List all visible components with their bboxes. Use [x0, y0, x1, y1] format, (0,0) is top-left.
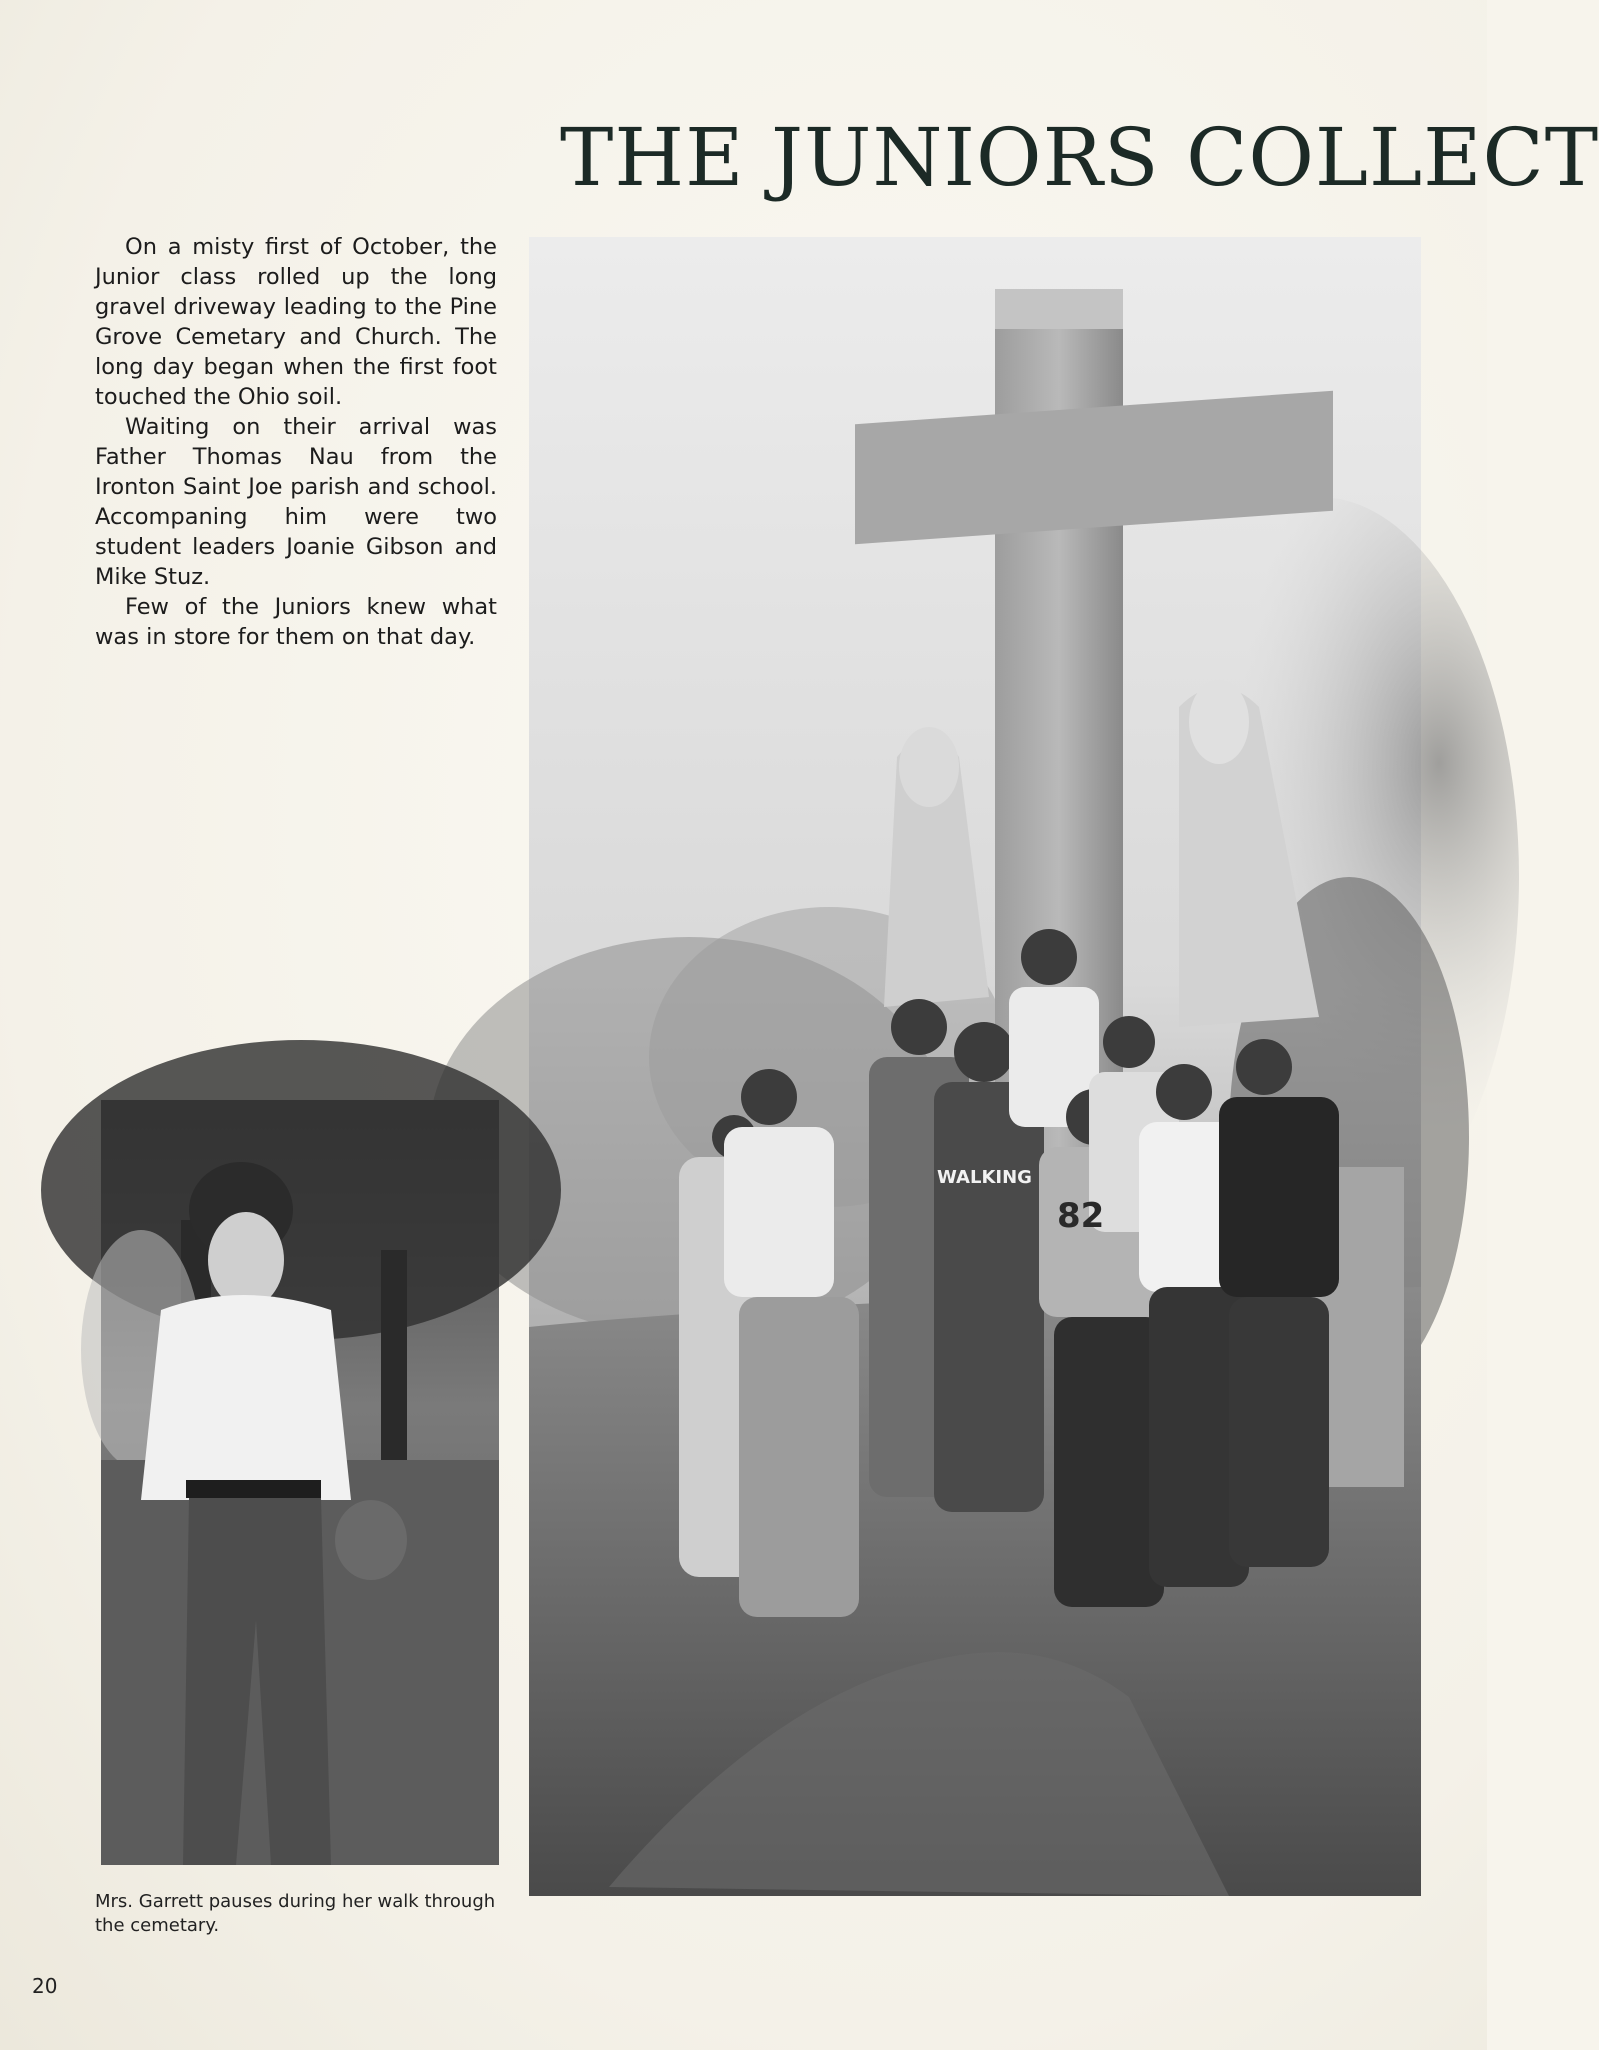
- page-number: 20: [32, 1974, 58, 1998]
- page-headline: THE JUNIORS COLLECT: [560, 111, 1599, 204]
- story-text: [95, 232, 497, 652]
- story-paragraph-3: Few of the Juniors knew what was in store for them on that day.: [95, 594, 497, 650]
- photo-caption: Mrs. Garrett pauses during her walk through the cemetary.: [95, 1891, 496, 1936]
- mrs-garrett-photo: [101, 1100, 499, 1865]
- juniors-cross-photo-image: [529, 237, 1421, 1896]
- story-paragraph-2: Waiting on their arrival was Father Thomas Nau from the Ironton Saint Joe parish and school. Accompaning him were two student leaders Joanie Gibson and Mike Stuz.: [95, 414, 497, 590]
- juniors-cross-photo: [529, 237, 1421, 1896]
- mrs-garrett-photo-image: [101, 1100, 499, 1865]
- shirt-text-walking: WALKING: [937, 1167, 1032, 1188]
- story-paragraph-1: On a misty first of October, the Junior class rolled up the long gravel driveway leading to the Pine Grove Cemetary and Church. The long day began when the first foot touched the Ohio soil.: [95, 234, 497, 410]
- shirt-text-82: 82: [1057, 1196, 1105, 1236]
